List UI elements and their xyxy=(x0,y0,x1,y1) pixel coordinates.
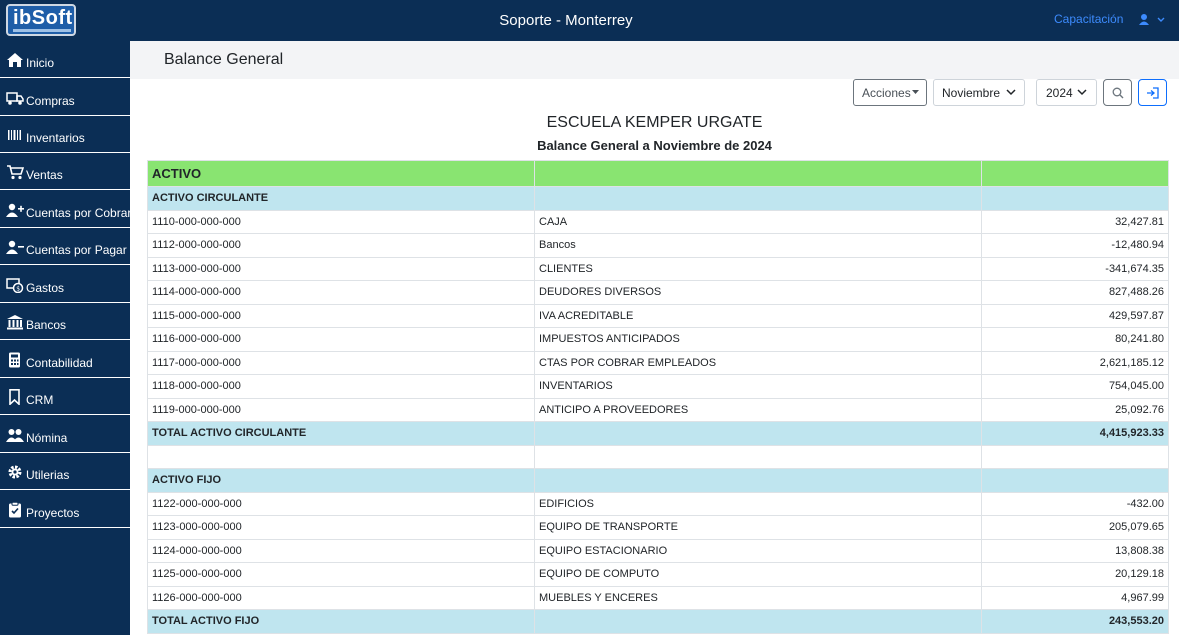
sidebar-item-proyectos[interactable] xyxy=(0,492,130,528)
table-row[interactable] xyxy=(148,328,1169,352)
activo-title: ACTIVO xyxy=(148,161,535,187)
year-select[interactable] xyxy=(1036,79,1097,106)
spacer-row xyxy=(148,445,1169,469)
user-plus-icon xyxy=(6,202,24,218)
sidebar-item-label: Utilerias xyxy=(26,468,70,482)
logo-text: ibSoft xyxy=(13,7,73,29)
circulante-total-row xyxy=(148,422,1169,446)
svg-text:$: $ xyxy=(16,285,21,293)
sidebar-item-crm[interactable] xyxy=(0,379,130,415)
account-name: Bancos xyxy=(535,234,982,258)
account-name: INVENTARIOS xyxy=(535,375,982,399)
month-select[interactable] xyxy=(933,79,1025,106)
sidebar-item-label: Contabilidad xyxy=(26,356,93,370)
account-amount: 2,621,185.12 xyxy=(982,351,1169,375)
account-code: 1124-000-000-000 xyxy=(148,539,535,563)
sidebar-item-cuentas-por-cobrar[interactable] xyxy=(0,192,130,228)
sidebar-item-ventas[interactable] xyxy=(0,154,130,190)
table-row[interactable] xyxy=(148,210,1169,234)
barcode-icon xyxy=(6,127,24,143)
account-amount: -432.00 xyxy=(982,492,1169,516)
table-row[interactable] xyxy=(148,398,1169,422)
sidebar-item-inicio[interactable] xyxy=(0,42,130,78)
money-icon xyxy=(6,277,24,293)
account-amount: 429,597.87 xyxy=(982,304,1169,328)
gear-icon xyxy=(6,464,24,480)
users-icon xyxy=(6,427,24,443)
sidebar-item-contabilidad[interactable] xyxy=(0,342,130,378)
table-row[interactable] xyxy=(148,492,1169,516)
user-icon xyxy=(1139,13,1165,27)
account-code: 1118-000-000-000 xyxy=(148,375,535,399)
calculator-icon xyxy=(6,352,24,368)
account-name: EQUIPO ESTACIONARIO xyxy=(535,539,982,563)
balance-table xyxy=(147,160,1169,634)
table-row[interactable] xyxy=(148,539,1169,563)
sidebar-item-label: Cuentas por Pagar xyxy=(26,243,127,257)
month-value: Noviembre xyxy=(942,86,1001,100)
account-name: EQUIPO DE COMPUTO xyxy=(535,563,982,587)
top-bar xyxy=(0,0,1179,41)
home-icon xyxy=(6,52,24,68)
account-amount: -341,674.35 xyxy=(982,257,1169,281)
account-amount: -12,480.94 xyxy=(982,234,1169,258)
report-subtitle: Balance General a Noviembre de 2024 xyxy=(537,138,772,153)
clipboard-icon xyxy=(6,502,24,518)
account-code: 1113-000-000-000 xyxy=(148,257,535,281)
table-row[interactable] xyxy=(148,563,1169,587)
account-name: EDIFICIOS xyxy=(535,492,982,516)
sidebar-item-compras[interactable] xyxy=(0,80,130,116)
sidebar-item-label: Compras xyxy=(26,94,75,108)
account-amount: 32,427.81 xyxy=(982,210,1169,234)
fijo-header-row xyxy=(148,469,1169,493)
account-code: 1123-000-000-000 xyxy=(148,516,535,540)
sidebar-item-label: Proyectos xyxy=(26,506,80,520)
chevron-down-icon xyxy=(1006,89,1016,96)
export-button[interactable] xyxy=(1138,79,1167,106)
account-amount: 205,079.65 xyxy=(982,516,1169,540)
account-name: EQUIPO DE TRANSPORTE xyxy=(535,516,982,540)
account-name: IMPUESTOS ANTICIPADOS xyxy=(535,328,982,352)
user-minus-icon xyxy=(6,239,24,255)
account-code: 1117-000-000-000 xyxy=(148,351,535,375)
account-code: 1122-000-000-000 xyxy=(148,492,535,516)
sidebar-item-bancos[interactable] xyxy=(0,304,130,340)
account-name: MUEBLES Y ENCERES xyxy=(535,586,982,610)
sidebar-item-utilerias[interactable] xyxy=(0,454,130,490)
user-menu[interactable] xyxy=(1139,13,1165,27)
search-button[interactable] xyxy=(1103,79,1132,106)
table-row[interactable] xyxy=(148,281,1169,305)
cart-icon xyxy=(6,164,24,180)
account-amount: 20,129.18 xyxy=(982,563,1169,587)
account-code: 1112-000-000-000 xyxy=(148,234,535,258)
table-row[interactable] xyxy=(148,304,1169,328)
account-code: 1116-000-000-000 xyxy=(148,328,535,352)
account-code: 1115-000-000-000 xyxy=(148,304,535,328)
sidebar-item-label: Bancos xyxy=(26,318,67,332)
acciones-dropdown[interactable] xyxy=(853,79,927,106)
capacitacion-link[interactable]: Capacitación xyxy=(1054,12,1124,26)
total-label: TOTAL ACTIVO CIRCULANTE xyxy=(148,422,535,446)
sidebar-item-label: Gastos xyxy=(26,281,65,295)
table-row[interactable] xyxy=(148,257,1169,281)
table-row[interactable] xyxy=(148,351,1169,375)
account-code: 1126-000-000-000 xyxy=(148,586,535,610)
sidebar-item-nomina[interactable] xyxy=(0,417,130,453)
app-title: Soporte - Monterrey xyxy=(499,12,633,29)
search-icon xyxy=(1112,87,1124,99)
total-amount: 243,553.20 xyxy=(982,610,1169,634)
chevron-down-icon xyxy=(1158,18,1164,21)
sidebar-item-gastos[interactable] xyxy=(0,267,130,303)
page-header xyxy=(130,41,1179,79)
account-name: ANTICIPO A PROVEEDORES xyxy=(535,398,982,422)
truck-icon xyxy=(6,90,24,106)
circulante-header-row xyxy=(148,187,1169,211)
caret-down-icon xyxy=(912,90,919,95)
account-code: 1110-000-000-000 xyxy=(148,210,535,234)
account-code: 1114-000-000-000 xyxy=(148,281,535,305)
page-title: Balance General xyxy=(164,51,284,68)
activo-header-row xyxy=(148,161,1169,187)
circulante-title: ACTIVO CIRCULANTE xyxy=(148,187,535,211)
sidebar-item-label: Nómina xyxy=(26,431,68,445)
fijo-title: ACTIVO FIJO xyxy=(148,469,535,493)
account-code: 1125-000-000-000 xyxy=(148,563,535,587)
chevron-down-icon xyxy=(1077,89,1087,96)
account-amount: 754,045.00 xyxy=(982,375,1169,399)
account-name: CLIENTES xyxy=(535,257,982,281)
sidebar-item-label: Inventarios xyxy=(26,131,85,145)
bank-icon xyxy=(6,314,24,330)
table-row[interactable] xyxy=(148,234,1169,258)
account-amount: 25,092.76 xyxy=(982,398,1169,422)
account-amount: 827,488.26 xyxy=(982,281,1169,305)
account-name: CTAS POR COBRAR EMPLEADOS xyxy=(535,351,982,375)
account-code: 1119-000-000-000 xyxy=(148,398,535,422)
acciones-label: Acciones xyxy=(862,86,911,100)
sign-in-icon xyxy=(1146,87,1160,99)
logo-underline xyxy=(13,29,71,32)
sidebar-item-label: Ventas xyxy=(26,168,63,182)
table-row[interactable] xyxy=(148,375,1169,399)
sidebar-item-label: CRM xyxy=(26,393,54,407)
account-name: DEUDORES DIVERSOS xyxy=(535,281,982,305)
sidebar-item-inventarios[interactable] xyxy=(0,117,130,153)
account-amount: 13,808.38 xyxy=(982,539,1169,563)
sidebar-item-label: Inicio xyxy=(26,56,55,70)
account-name: CAJA xyxy=(535,210,982,234)
sidebar xyxy=(0,41,130,635)
fijo-total-row xyxy=(148,610,1169,634)
sidebar-item-cuentas-por-pagar[interactable] xyxy=(0,229,130,265)
account-name: IVA ACREDITABLE xyxy=(535,304,982,328)
sidebar-item-label: Cuentas por Cobrar xyxy=(26,206,132,220)
account-amount: 80,241.80 xyxy=(982,328,1169,352)
account-amount: 4,967.99 xyxy=(982,586,1169,610)
total-label: TOTAL ACTIVO FIJO xyxy=(148,610,535,634)
bookmark-icon xyxy=(6,389,24,405)
report-company: ESCUELA KEMPER URGATE xyxy=(546,114,763,131)
total-amount: 4,415,923.33 xyxy=(982,422,1169,446)
table-row[interactable] xyxy=(148,586,1169,610)
table-row[interactable] xyxy=(148,516,1169,540)
year-value: 2024 xyxy=(1046,86,1073,100)
